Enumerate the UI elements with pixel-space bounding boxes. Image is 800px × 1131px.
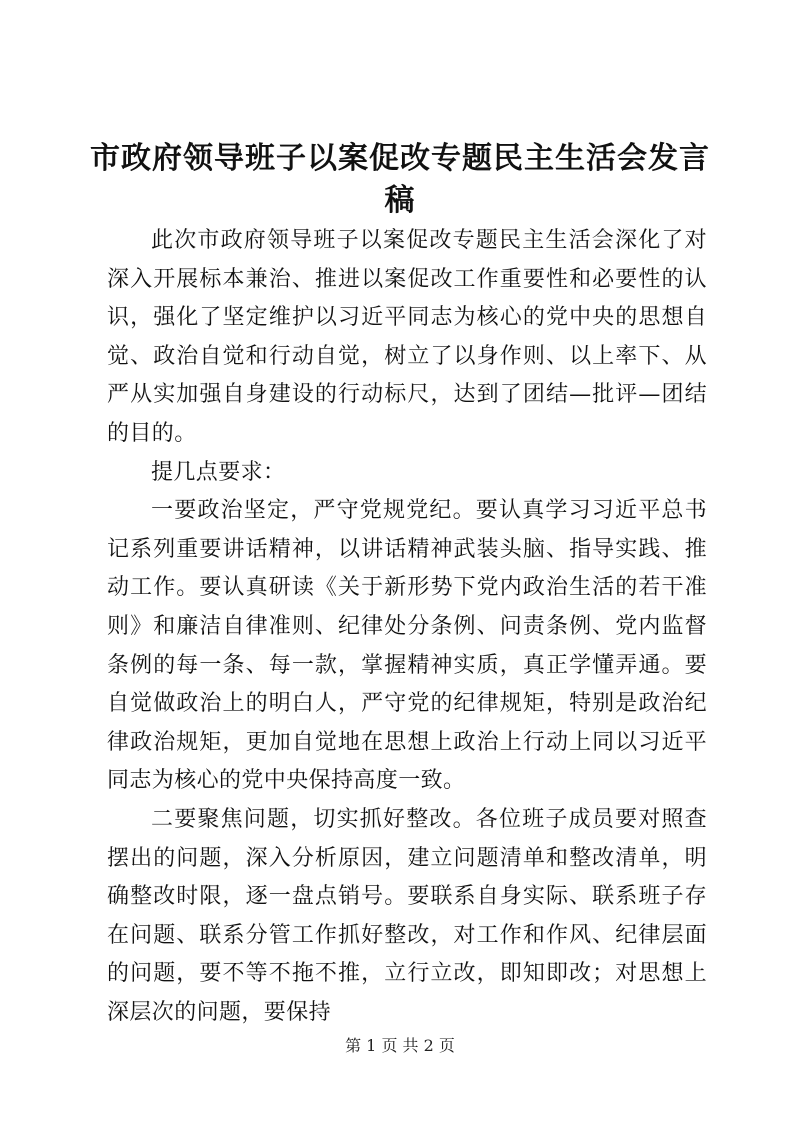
paragraph-requirements-lead: 提几点要求： [151,459,286,485]
paragraph-intro: 此次市政府领导班子以案促改专题民主生活会深化了对深入开展标本兼治、推进以案促改工作重要性和必要性的认识，强化了坚定维护以习近平同志为核心的党中央的思想自觉、政治自觉和行动自觉，树立了以身作则、以上率下、从严从实加强自身建设的行动标尺，达到了团结—批评—团结的目的。 [107,228,707,446]
document-title: 市政府领导班子以案促改专题民主生活会发言稿 [90,141,710,218]
page-number-footer: 第 1 页 共 2 页 [345,1036,455,1055]
paragraph-requirement-one: 一要政治坚定，严守党规党纪。要认真学习习近平总书记系列重要讲话精神，以讲话精神武装头脑、指导实践、推动工作。要认真研读《关于新形势下党内政治生活的若干准则》和廉洁自律准则、纪律处分条例、问责条例、党内监督条例的每一条、每一款，掌握精神实质，真正学懂弄通。要自觉做政治上的明白人，严守党的纪律规矩，特别是政治纪律政治规矩，更加自觉地在思想上政治上行动上同以习近平同志为核心的党中央保持高度一致。 [107,498,707,794]
document-body [107,222,707,1032]
paragraph-requirement-two: 二要聚焦问题，切实抓好整改。各位班子成员要对照查摆出的问题，深入分析原因，建立问题清单和整改清单，明确整改时限，逐一盘点销号。要联系自身实际、联系班子存在问题、联系分管工作抓好整改，对工作和作风、纪律层面的问题，要不等不拖不推，立行立改，即知即改；对思想上深层次的问题，要保持 [107,806,707,1025]
